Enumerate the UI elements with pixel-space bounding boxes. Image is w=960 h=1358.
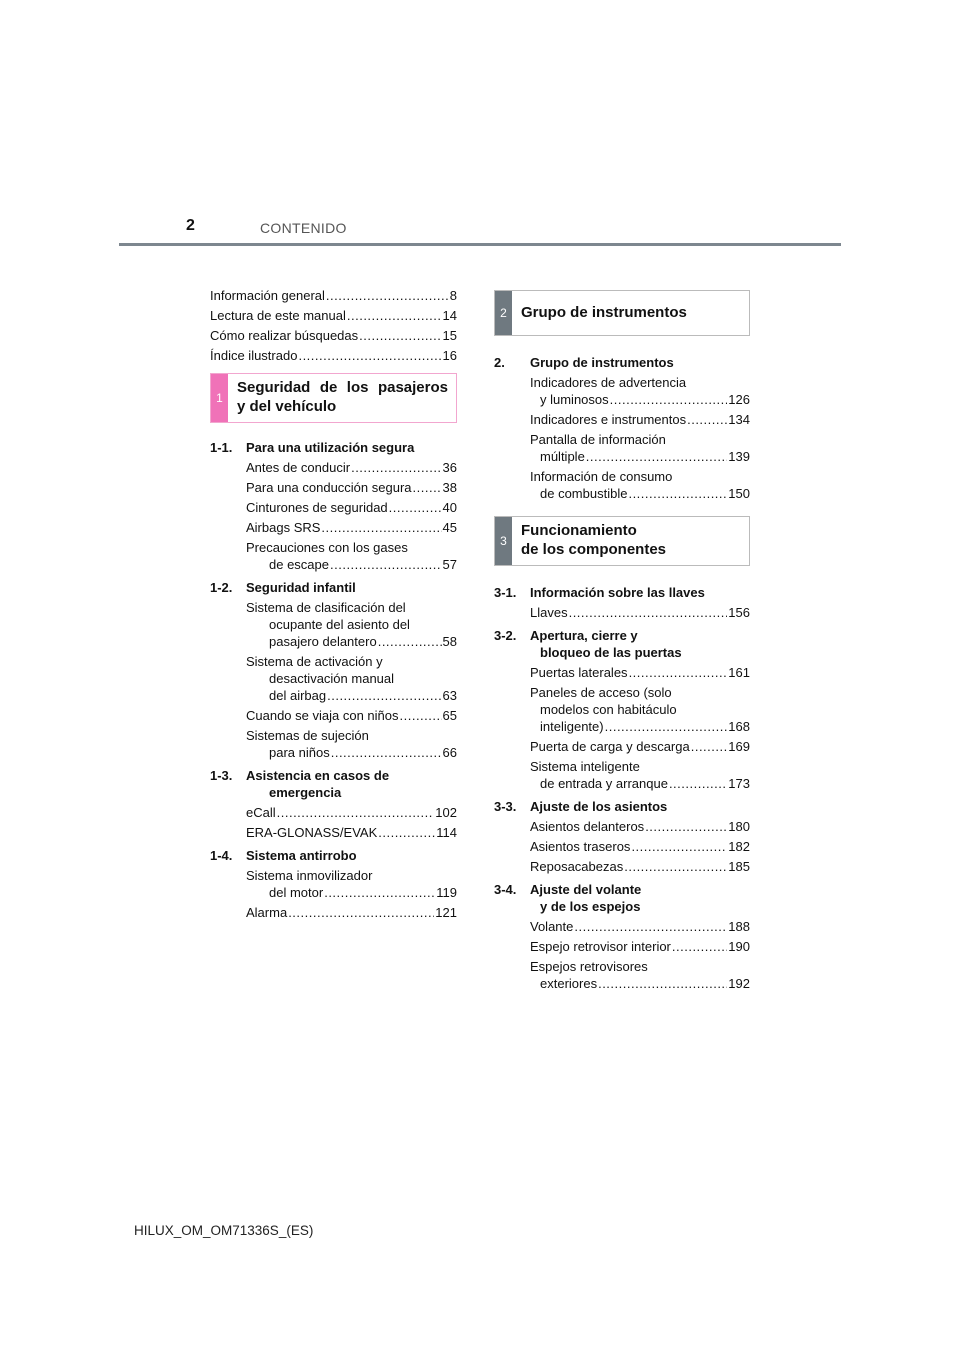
chapter-heading[interactable]: 1-2. Seguridad infantil bbox=[210, 580, 356, 595]
toc-entry[interactable]: Sistemas de sujeción para niños ..... 66 bbox=[210, 727, 457, 761]
chapter-heading[interactable]: 2. Grupo de instrumentos bbox=[494, 355, 674, 370]
toc-entry[interactable]: Llaves ..... 156 bbox=[494, 604, 750, 621]
toc-entry[interactable]: Puerta de carga y descarga ..... 169 bbox=[494, 738, 750, 755]
page-header-title: CONTENIDO bbox=[260, 220, 347, 236]
toc-entry[interactable]: Índice ilustrado ..... 16 bbox=[210, 347, 457, 364]
document-code: HILUX_OM_OM71336S_(ES) bbox=[134, 1223, 314, 1238]
toc-entry[interactable]: Indicadores de advertencia y luminosos ..... 126 bbox=[494, 374, 750, 408]
section-tab: 1 bbox=[211, 374, 228, 422]
toc-entry[interactable]: eCall ..... 102 bbox=[210, 804, 457, 821]
toc-entry[interactable]: Puertas laterales ..... 161 bbox=[494, 664, 750, 681]
toc-entry[interactable]: Paneles de acceso (solo modelos con habitáculo inteligente) ..... 168 bbox=[494, 684, 750, 735]
toc-entry[interactable]: Sistema de clasificación del ocupante del asiento del pasajero delantero ..... 58 bbox=[210, 599, 457, 650]
toc-entry[interactable]: Sistema inmovilizador del motor ..... 119 bbox=[210, 867, 457, 901]
chapter-heading[interactable]: 3-1. Información sobre las llaves bbox=[494, 585, 705, 600]
toc-entry[interactable]: ERA-GLONASS/EVAK ..... 114 bbox=[210, 824, 457, 841]
toc-left-column bbox=[210, 287, 457, 924]
toc-entry[interactable]: Airbags SRS ..... 45 bbox=[210, 519, 457, 536]
toc-entry[interactable]: Reposacabezas ..... 185 bbox=[494, 858, 750, 875]
chapter-heading[interactable]: 3-2. Apertura, cierre y bloqueo de las puertas bbox=[494, 628, 682, 660]
toc-entry[interactable]: Antes de conducir ..... 36 bbox=[210, 459, 457, 476]
section-title: Seguridad de los pasajeros y del vehículo bbox=[237, 379, 448, 415]
toc-entry[interactable]: Espejo retrovisor interior ..... 190 bbox=[494, 938, 750, 955]
toc-right-column bbox=[494, 290, 750, 995]
toc-entry[interactable]: Cuando se viaja con niños ..... 65 bbox=[210, 707, 457, 724]
toc-entry[interactable]: Información de consumo de combustible ..... 150 bbox=[494, 468, 750, 502]
toc-entry[interactable]: Para una conducción segura ..... 38 bbox=[210, 479, 457, 496]
toc-entry[interactable]: Asientos traseros ..... 182 bbox=[494, 838, 750, 855]
chapter-heading[interactable]: 1-1. Para una utilización segura bbox=[210, 440, 415, 455]
toc-entry[interactable]: Indicadores e instrumentos ..... 134 bbox=[494, 411, 750, 428]
toc-entry[interactable]: Asientos delanteros ..... 180 bbox=[494, 818, 750, 835]
toc-entry[interactable]: Información general ..... 8 bbox=[210, 287, 457, 304]
section-title: Grupo de instrumentos bbox=[521, 304, 687, 321]
toc-entry[interactable]: Pantalla de información múltiple ..... 139 bbox=[494, 431, 750, 465]
chapter-heading[interactable]: 3-4. Ajuste del volante y de los espejos bbox=[494, 882, 642, 914]
section-header-3[interactable] bbox=[494, 516, 750, 566]
toc-entry[interactable]: Volante ..... 188 bbox=[494, 918, 750, 935]
toc-entry[interactable]: Lectura de este manual ..... 14 bbox=[210, 307, 457, 324]
chapter-heading[interactable]: 3-3. Ajuste de los asientos bbox=[494, 799, 668, 814]
toc-entry[interactable]: Precauciones con los gases de escape ..... 57 bbox=[210, 539, 457, 573]
chapter-heading[interactable]: 1-3. Asistencia en casos de emergencia bbox=[210, 768, 390, 800]
header-rule bbox=[119, 243, 841, 246]
chapter-heading[interactable]: 1-4. Sistema antirrobo bbox=[210, 848, 357, 863]
page-number: 2 bbox=[186, 217, 195, 234]
toc-entry[interactable]: Alarma ..... 121 bbox=[210, 904, 457, 921]
section-tab: 2 bbox=[495, 291, 512, 335]
toc-entry[interactable]: Sistema de activación y desactivación manual del airbag ..... 63 bbox=[210, 653, 457, 704]
toc-entry[interactable]: Cinturones de seguridad ..... 40 bbox=[210, 499, 457, 516]
toc-entry[interactable]: Sistema inteligente de entrada y arranque ..... 173 bbox=[494, 758, 750, 792]
section-header-1[interactable] bbox=[210, 373, 457, 423]
section-title: Funcionamiento de los componentes bbox=[521, 522, 667, 558]
toc-entry[interactable]: Espejos retrovisores exteriores ..... 192 bbox=[494, 958, 750, 992]
toc-entry[interactable]: Cómo realizar búsquedas ..... 15 bbox=[210, 327, 457, 344]
section-tab: 3 bbox=[495, 517, 512, 565]
section-header-2[interactable] bbox=[494, 290, 750, 336]
